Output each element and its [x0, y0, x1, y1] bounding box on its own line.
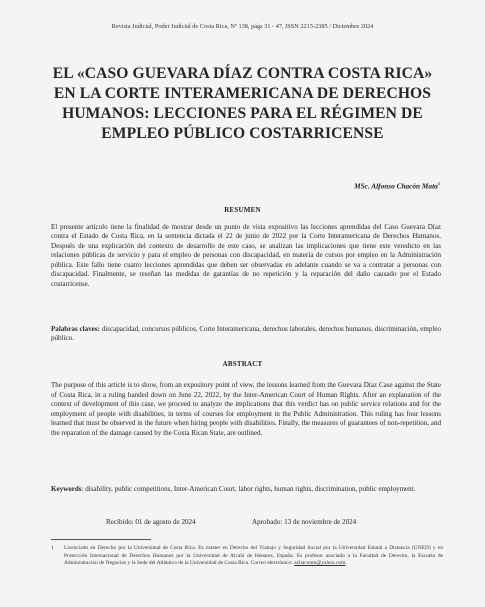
footnote-number: 1 — [51, 545, 54, 551]
resumen-heading: RESUMEN — [224, 206, 261, 214]
author-footnote-mark[interactable]: 1 — [437, 181, 440, 186]
abstract-keywords-label: Keywords — [51, 485, 82, 493]
article-title: EL «CASO GUEVARA DÍAZ CONTRA COSTA RICA» EN LA CORTE INTERAMERICANA DE DERECHOS HUMANOS: LECCIONES PARA EL RÉGIMEN DE EMPLEO PÚBLICO COSTARRICENSE — [52, 65, 433, 142]
footnote-divider — [51, 539, 151, 540]
abstract-heading: ABSTRACT — [222, 360, 263, 368]
resumen-keywords-text: discapacidad, concursos públicos, Corte Interamericana, derechos laborales, derechos humanos, discriminación, empleo público. — [51, 325, 441, 343]
footnote-body — [64, 545, 443, 568]
resumen-keywords — [51, 325, 441, 344]
abstract-keywords — [51, 485, 441, 494]
footnote-text: Licenciado en Derecho por la Universidad de Costa Rica. Es máster en Derecho del Trabajo y Seguridad Social por la Universidad Estatal a Distancia (UNED) y en Protección Internacional de Derechos Humanos por la Universidad de Alcalá de Henares, España. Es profesor asociado a la Facultad de Derecho, la Escuela de Administración de Negocios y la Sede del Atlántico de la Universidad de Costa Rica. Correo electrónico: — [64, 545, 443, 567]
running-head: Revista Judicial, Poder Judicial de Costa Rica, Nº 138, págs 31 - 47, ISSN 2215-2385 / Diciembre 2024 — [111, 23, 374, 30]
author-name-text: MSc. Alfonso Chacón Mata — [354, 181, 438, 191]
resumen-text: El presente artículo tiene la finalidad de mostrar desde un punto de vista expositivo las lecciones aprendidas del Caso Guevara Díaz contra el Estado de Costa Rica, en la sentencia dictada el 22 de junio de 2022 por la Corte Interamericana de Derechos Humanos. Después de una explicación del contexto de desarrollo de este caso, se analizan las implicaciones que tiene este veredicto en las relaciones públicas de servicio y para el empleo de personas con discapacidad, en materia de cursos por empleo en la Administración pública. Este fallo tiene cuatro lecciones aprendidas que deben ser observadas en adelante cuando se va a contratar a personas con discapacidad. Finalmente, se reseñan las medidas de garantías de no repetición y la reparación del daño causado por el Estado costarricense. — [51, 223, 441, 288]
footnote — [51, 545, 443, 568]
resumen-keywords-label: Palabras claves: — [51, 325, 100, 333]
approved-date: Aprobado: 13 de noviembre de 2024 — [252, 518, 357, 526]
abstract-text: The purpose of this article is to show, from an expository point of view, the lessons learned from the Guevara Díaz Case against the State of Costa Rica, in a ruling handed down on June 22, 2022, by the Inter-American Court of Human Rights. After an explanation of the context of development of this case, we proceed to analyze the implications that this verdict has on public service relations and for the employment of people with disabilities, in terms of courses for employment in the Public Administration. This ruling has four lessons learned that must be observed in the future when hiring people with disabilities. Finally, the measures of guarantees of non-repetition, and the reparation of the damage caused by the Costa Rican State, are outlined. — [51, 381, 441, 437]
footnote-end: . — [345, 560, 347, 567]
footnote-email-link[interactable]: achaconm@yahoo.com — [294, 560, 346, 567]
abstract-keywords-text: : disability, public competitions, Inter-American Court, labor rights, human rights, discrimination, public employment. — [81, 485, 416, 493]
received-date: Recibido: 01 de agosto de 2024 — [106, 518, 196, 526]
author-name — [354, 181, 440, 190]
